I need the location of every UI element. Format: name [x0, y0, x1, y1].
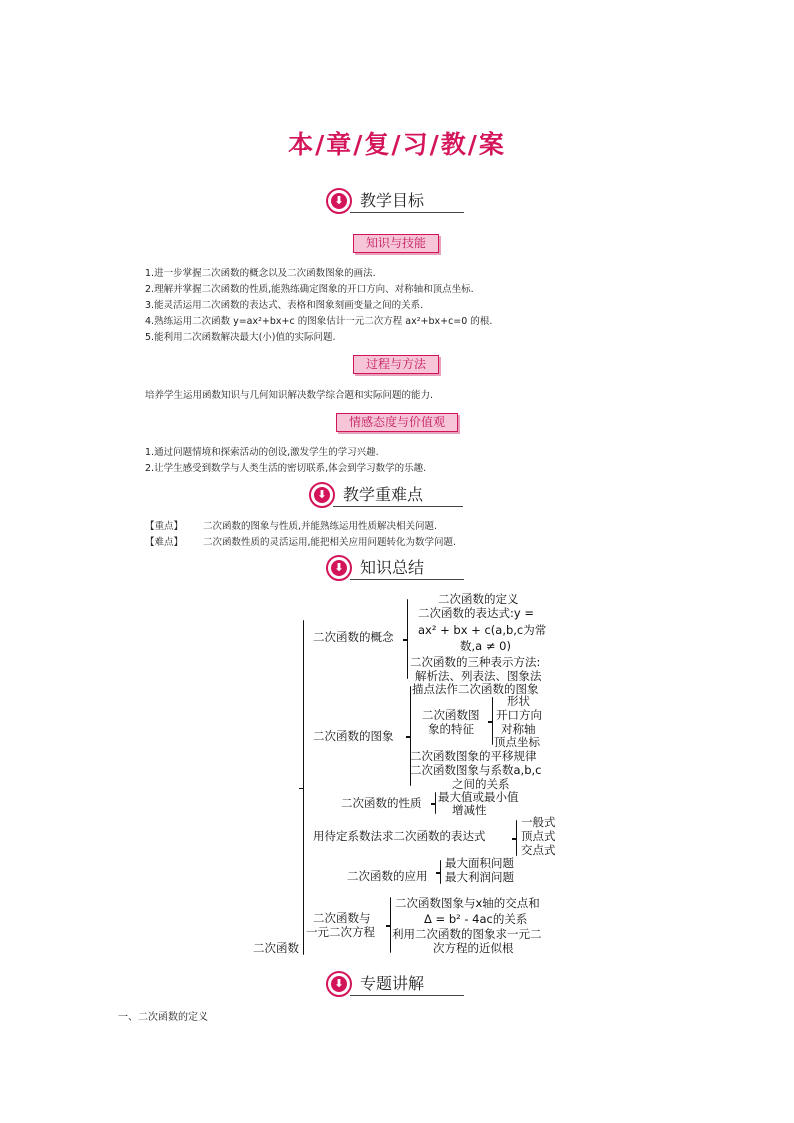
section-header-topics: [326, 971, 466, 1001]
node-equation: 二次函数与: [313, 911, 371, 925]
node-undet: 用待定系数法求二次函数的表达式: [313, 829, 486, 843]
node-concept-expr: ax² + bx + c(a,b,c为常: [418, 623, 547, 637]
node-form-intercept: 交点式: [521, 843, 556, 857]
section-underline: [350, 995, 464, 996]
download-arrow-icon: ⬇: [326, 555, 352, 581]
section-title: 知识总结: [360, 558, 425, 577]
node-property: 二次函数的性质: [341, 796, 422, 810]
section-underline: [333, 506, 463, 507]
section-title: 教学目标: [360, 191, 425, 210]
node-eq-intersect: 二次函数图象与x轴的交点和: [395, 896, 540, 910]
download-arrow-icon: ⬇: [326, 971, 352, 997]
node-concept-three: 二次函数的三种表示方法:: [410, 655, 541, 669]
undet-brace: [516, 820, 517, 856]
knowledge-item: 5.能利用二次函数解决最大(小)值的实际问题.: [145, 332, 336, 343]
node-app-area: 最大面积问题: [445, 856, 514, 870]
page-title: 本/章/复/习/教/案: [288, 130, 506, 159]
node-prop-mono: 增减性: [452, 803, 487, 817]
feature-brace: [492, 697, 493, 745]
download-arrow-icon: ⬇: [309, 482, 335, 508]
knowledge-label: 知识与技能: [353, 234, 439, 253]
node-concept-def: 二次函数的定义: [438, 592, 519, 606]
property-brace: [435, 792, 436, 814]
concept-brace: [407, 599, 408, 679]
node-form-vertex: 顶点式: [521, 829, 556, 843]
attitude-item: 1.通过问题情境和探索活动的创设,激发学生的学习兴趣.: [145, 447, 379, 458]
node-concept-three: 解析法、列表法、图象法: [415, 669, 542, 683]
node-graph-feature: 二次函数图: [422, 708, 480, 722]
node-eq-approx: 利用二次函数的图象求一元二: [392, 927, 542, 941]
node-graph: 二次函数的图象: [313, 729, 394, 743]
node-app: 二次函数的应用: [347, 869, 428, 883]
knowledge-item: 2.理解并掌握二次函数的性质,能熟练确定图象的开口方向、对称轴和顶点坐标.: [145, 284, 474, 295]
process-text: 培养学生运用函数知识与几何知识解决数学综合题和实际问题的能力.: [145, 390, 434, 401]
node-feature-axis: 对称轴: [501, 722, 536, 736]
node-equation: 一元二次方程: [306, 925, 375, 939]
node-app-profit: 最大利润问题: [445, 870, 514, 884]
node-eq-intersect: Δ = b² - 4ac的关系: [424, 912, 528, 926]
section-title: 教学重难点: [343, 485, 424, 504]
section-underline: [350, 579, 464, 580]
attitude-label: 情感态度与价值观: [336, 413, 458, 432]
node-prop-max: 最大值或最小值: [438, 790, 519, 804]
node-feature-shape: 形状: [507, 694, 530, 708]
node-eq-approx: 次方程的近似根: [433, 941, 514, 955]
difficult-text: 二次函数性质的灵活运用,能把相关应用问题转化为数学问题.: [203, 537, 457, 548]
node-concept: 二次函数的概念: [313, 630, 394, 644]
section-underline: [350, 212, 464, 213]
process-label: 过程与方法: [353, 355, 439, 374]
root-brace: [303, 620, 304, 955]
important-text: 二次函数的图象与性质,并能熟练运用性质解决相关问题.: [203, 521, 438, 532]
node-concept-expr: 二次函数的表达式:y =: [418, 606, 534, 620]
section-header-key-points: [309, 482, 469, 512]
node-feature-open: 开口方向: [496, 708, 542, 722]
attitude-item: 2.让学生感受到数学与人类生活的密切联系,体会到学习数学的乐趣.: [145, 463, 427, 474]
node-graph-feature: 象的特征: [428, 722, 474, 736]
node-graph-coef: 二次函数图象与系数a,b,c: [410, 763, 542, 777]
equation-brace: [390, 897, 391, 953]
download-arrow-icon: ⬇: [326, 188, 352, 214]
knowledge-item: 3.能灵活运用二次函数的表达式、表格和图象刻画变量之间的关系.: [145, 300, 424, 311]
node-graph-plot: 描点法作二次函数的图象: [412, 682, 539, 696]
topic-heading: 一、二次函数的定义: [118, 1012, 208, 1023]
node-concept-expr: 数,a ≠ 0): [460, 639, 511, 653]
node-graph-coef: 之间的关系: [452, 777, 510, 791]
section-header-objectives: [326, 188, 466, 218]
knowledge-item: 1.进一步掌握二次函数的概念以及二次函数图象的画法.: [145, 268, 376, 279]
app-brace: [440, 860, 441, 884]
node-feature-vertex: 顶点坐标: [494, 735, 540, 749]
node-graph-shift: 二次函数图象的平移规律: [410, 749, 537, 763]
knowledge-item: 4.熟练运用二次函数 y=ax²+bx+c 的图象估计一元二次方程 ax²+bx+c=0 的根.: [145, 316, 493, 327]
section-title: 专题讲解: [360, 974, 425, 993]
important-label: 【重点】: [145, 521, 184, 532]
node-form-general: 一般式: [521, 815, 556, 829]
mindmap-root: 二次函数: [253, 941, 299, 955]
section-header-summary: [326, 555, 466, 585]
difficult-label: 【难点】: [145, 537, 184, 548]
